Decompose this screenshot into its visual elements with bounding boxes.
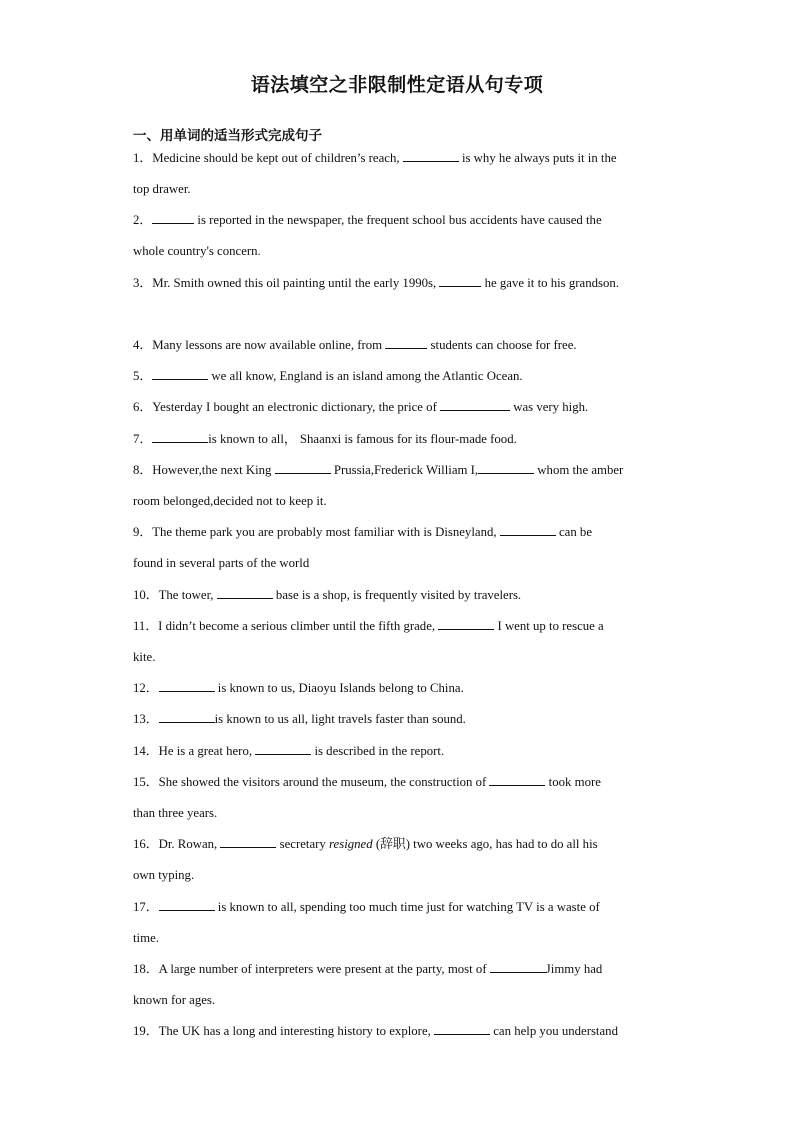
question-18: 18．A large number of interpreters were present at the party, most of Jimmy had	[133, 962, 603, 976]
question-18-continued: known for ages.	[133, 993, 216, 1007]
question-16: 16．Dr. Rowan, secretary resigned (辞职) two weeks ago, has had to do all his	[133, 837, 598, 851]
answer-blank[interactable]	[159, 898, 215, 911]
answer-blank[interactable]	[159, 679, 215, 692]
question-13: 13． is known to us all, light travels faster than sound.	[133, 712, 466, 726]
question-8-continued: room belonged,decided not to keep it.	[133, 494, 327, 508]
answer-blank[interactable]	[152, 211, 194, 224]
answer-blank[interactable]	[478, 461, 534, 474]
answer-blank[interactable]	[438, 617, 494, 630]
question-5: 5． we all know, England is an island among the Atlantic Ocean.	[133, 369, 523, 383]
question-1: 1．Medicine should be kept out of children’s reach, is why he always puts it in the	[133, 151, 617, 165]
question-7: 7． is known to all， Shaanxi is famous for its flour-made food.	[133, 432, 517, 446]
question-11: 11．I didn’t become a serious climber until the fifth grade, I went up to rescue a	[133, 619, 604, 633]
question-17-continued: time.	[133, 931, 159, 945]
answer-blank[interactable]	[255, 742, 311, 755]
question-1-continued: top drawer.	[133, 182, 191, 196]
answer-blank[interactable]	[500, 523, 556, 536]
question-11-continued: kite.	[133, 650, 156, 664]
question-14: 14．He is a great hero, is described in the report.	[133, 744, 445, 758]
question-6: 6．Yesterday I bought an electronic dictionary, the price of was very high.	[133, 400, 589, 414]
answer-blank[interactable]	[489, 773, 545, 786]
question-9-continued: found in several parts of the world	[133, 556, 310, 570]
question-12: 12． is known to us, Diaoyu Islands belong to China.	[133, 681, 464, 695]
question-9: 9．The theme park you are probably most familiar with is Disneyland, can be	[133, 525, 593, 539]
question-8: 8．However,the next King Prussia,Frederick William I, whom the amber	[133, 463, 624, 477]
question-17: 17． is known to all, spending too much time just for watching TV is a waste of	[133, 900, 600, 914]
section-heading: 一、用单词的适当形式完成句子	[133, 128, 322, 144]
answer-blank[interactable]	[275, 461, 331, 474]
question-15-continued: than three years.	[133, 806, 218, 820]
question-2-continued: whole country's concern.	[133, 244, 261, 258]
answer-blank[interactable]	[434, 1022, 490, 1035]
answer-blank[interactable]	[439, 274, 481, 287]
question-19: 19．The UK has a long and interesting history to explore, can help you understand	[133, 1024, 618, 1038]
page-title: 语法填空之非限制性定语从句专项	[250, 74, 544, 96]
question-15: 15．She showed the visitors around the museum, the construction of took more	[133, 775, 601, 789]
question-4: 4．Many lessons are now available online, from students can choose for free.	[133, 338, 577, 352]
answer-blank[interactable]	[385, 336, 427, 349]
answer-blank[interactable]	[217, 586, 273, 599]
answer-blank[interactable]	[403, 149, 459, 162]
answer-blank[interactable]	[220, 835, 276, 848]
answer-blank[interactable]	[159, 710, 215, 723]
question-16-continued: own typing.	[133, 868, 195, 882]
answer-blank[interactable]	[152, 367, 208, 380]
answer-blank[interactable]	[440, 398, 510, 411]
question-2: 2． is reported in the newspaper, the frequent school bus accidents have caused the	[133, 213, 602, 227]
question-3: 3．Mr. Smith owned this oil painting until the early 1990s, he gave it to his grandson.	[133, 276, 619, 290]
answer-blank[interactable]	[152, 430, 208, 443]
answer-blank[interactable]	[490, 960, 546, 973]
question-10: 10．The tower, base is a shop, is frequently visited by travelers.	[133, 588, 522, 602]
